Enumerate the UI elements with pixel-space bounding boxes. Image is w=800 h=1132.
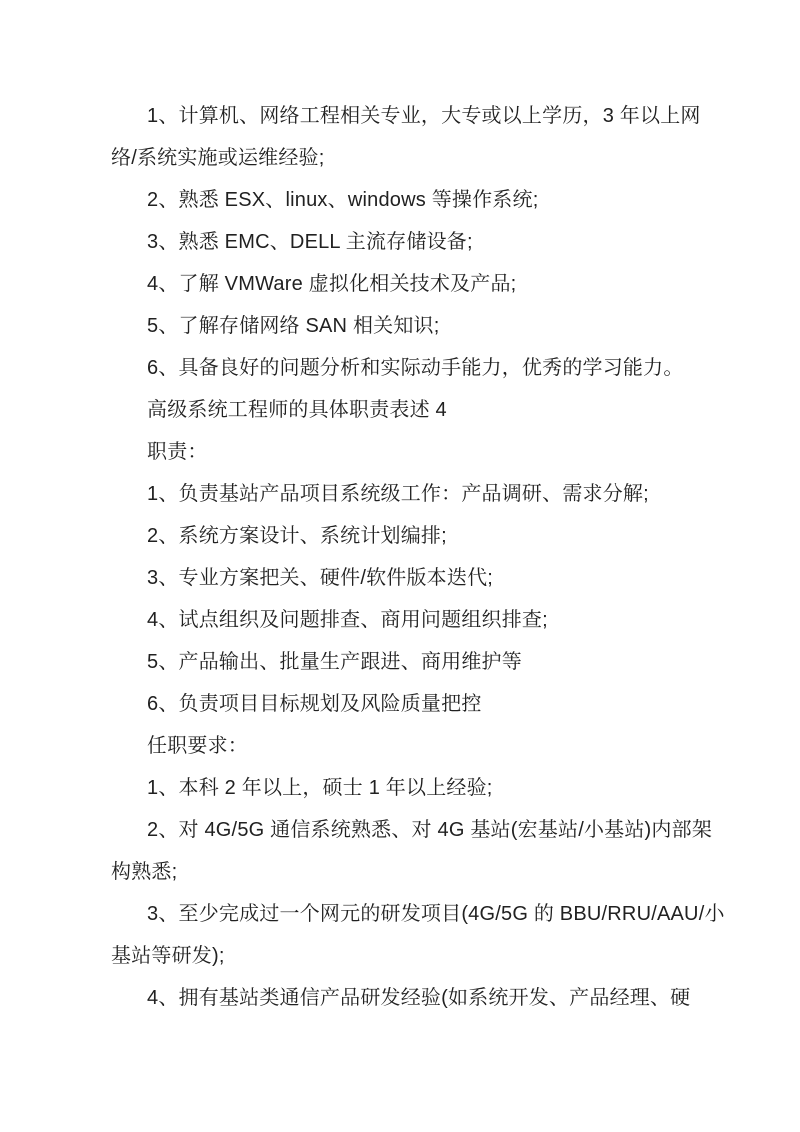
document-line-list-item: 6、负责项目目标规划及风险质量把控 bbox=[147, 693, 482, 715]
document-line-list-item: 2、熟悉 ESX、linux、windows 等操作系统; bbox=[147, 189, 539, 211]
document-line-list-item-continuation: 络/系统实施或运维经验; bbox=[111, 147, 325, 169]
document-line-list-item: 4、拥有基站类通信产品研发经验(如系统开发、产品经理、硬 bbox=[147, 987, 691, 1009]
document-line-list-item: 1、本科 2 年以上，硕士 1 年以上经验; bbox=[147, 777, 493, 799]
document-line-list-item: 6、具备良好的问题分析和实际动手能力，优秀的学习能力。 bbox=[147, 357, 684, 379]
document-line-list-item: 4、试点组织及问题排查、商用问题组织排查; bbox=[147, 609, 548, 631]
document-text-block bbox=[111, 95, 725, 1019]
document-line-list-item: 1、计算机、网络工程相关专业，大专或以上学历，3 年以上网 bbox=[147, 105, 701, 127]
document-line-list-item: 3、至少完成过一个网元的研发项目(4G/5G 的 BBU/RRU/AAU/小 bbox=[147, 903, 725, 925]
document-line-list-item-continuation: 构熟悉; bbox=[111, 861, 178, 883]
document-line-heading: 高级系统工程师的具体职责表述 4 bbox=[147, 399, 447, 421]
document-line-label: 职责： bbox=[147, 441, 208, 463]
document-line-list-item: 3、专业方案把关、硬件/软件版本迭代; bbox=[147, 567, 494, 589]
document-line-list-item: 5、产品输出、批量生产跟进、商用维护等 bbox=[147, 651, 522, 673]
document-line-list-item: 2、对 4G/5G 通信系统熟悉、对 4G 基站(宏基站/小基站)内部架 bbox=[147, 819, 713, 841]
document-line-list-item: 2、系统方案设计、系统计划编排; bbox=[147, 525, 447, 547]
document-line-list-item: 4、了解 VMWare 虚拟化相关技术及产品; bbox=[147, 273, 517, 295]
document-line-list-item: 1、负责基站产品项目系统级工作：产品调研、需求分解; bbox=[147, 483, 649, 505]
document-line-list-item: 3、熟悉 EMC、DELL 主流存储设备; bbox=[147, 231, 473, 253]
document-line-label: 任职要求： bbox=[147, 735, 248, 757]
document-line-list-item: 5、了解存储网络 SAN 相关知识; bbox=[147, 315, 440, 337]
document-line-list-item-continuation: 基站等研发); bbox=[111, 945, 225, 967]
